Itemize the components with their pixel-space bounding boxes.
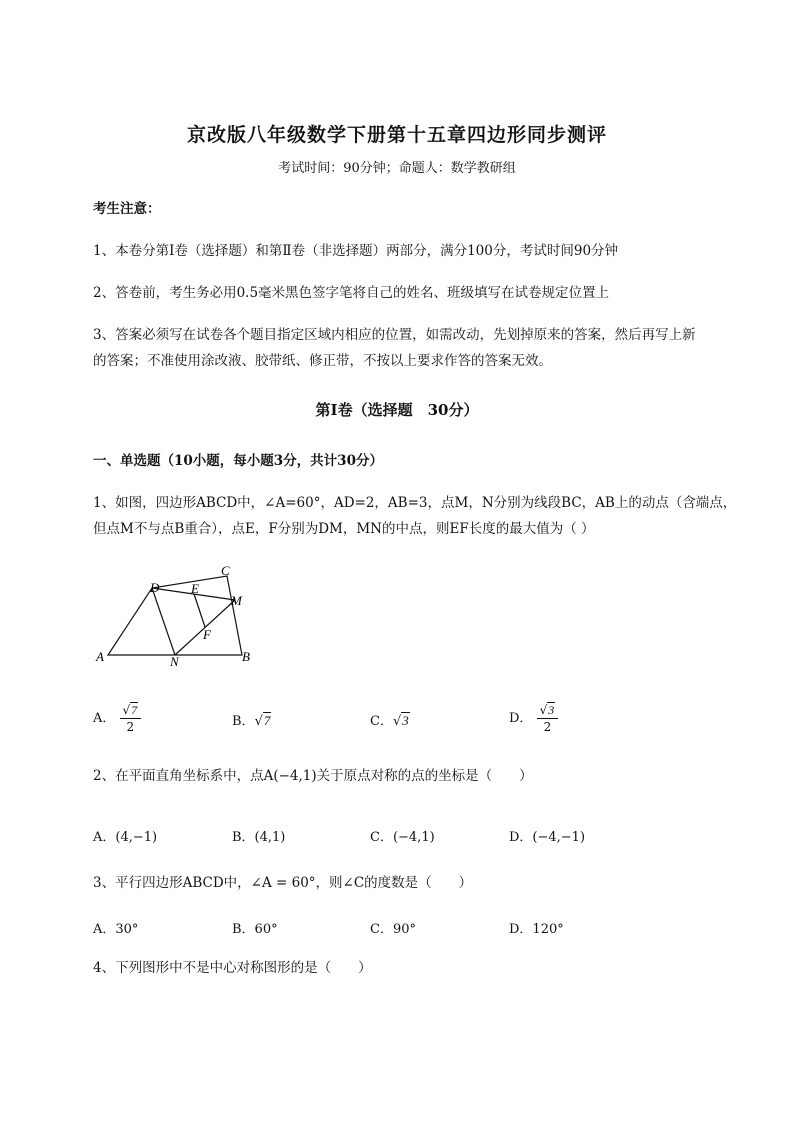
q1-option-d[interactable] — [509, 702, 558, 735]
part1-heading: 第Ⅰ卷（选择题 30分） — [315, 401, 479, 419]
quadrilateral-figure — [90, 560, 270, 672]
page-title: 京改版八年级数学下册第十五章四边形同步测评 — [186, 124, 607, 146]
denominator: 2 — [543, 720, 552, 734]
radicand: 3 — [402, 713, 409, 728]
question-3: 3、平行四边形ABCD中，∠A = 60°，则∠C的度数是（ ） — [93, 875, 473, 891]
section-heading: 一、单选题（10小题，每小题3分，共计30分） — [93, 453, 383, 469]
q2-option-b[interactable]: B．(4,1) — [232, 830, 286, 845]
question-4: 4、下列图形中不是中心对称图形的是（ ） — [93, 960, 372, 976]
label-D: D — [150, 580, 160, 595]
label-F: F — [203, 627, 211, 642]
notice-item-3: 3、答案必须写在试卷各个题目指定区域内相应的位置，如需改动，先划掉原来的答案，然后再写上新 — [93, 327, 696, 343]
fraction: $\frac{√3}{2}$ — [537, 702, 559, 735]
label-M: M — [231, 593, 242, 608]
q1-option-a[interactable] — [93, 702, 141, 735]
denominator: 2 — [126, 720, 135, 734]
notice-item-2: 2、答卷前，考生务必用0.5毫米黑色签字笔将自己的姓名、班级填写在试卷规定位置上 — [93, 285, 610, 301]
segment-DN — [152, 588, 175, 655]
q3-option-a[interactable]: A．30° — [93, 922, 139, 937]
label-A: A — [96, 649, 104, 664]
label-B: B — [242, 649, 250, 664]
question-1-line2: 但点M不与点B重合），点E，F分别为DM，MN的中点，则EF长度的最大值为（ ） — [93, 521, 595, 537]
exam-info: 考试时间：90分钟；命题人：数学教研组 — [278, 161, 516, 176]
radicand: 3 — [548, 703, 555, 717]
segment-EF — [194, 594, 205, 627]
q1-option-b[interactable]: B．√7 — [232, 713, 271, 729]
option-label: D． — [509, 711, 533, 726]
option-label: C． — [370, 714, 393, 729]
label-N: N — [170, 654, 179, 669]
label-E: E — [191, 581, 199, 596]
quad-ABCD — [108, 576, 242, 655]
q2-option-a[interactable]: A．(4,−1) — [93, 830, 158, 845]
q2-option-c[interactable]: C．(−4,1) — [370, 830, 435, 845]
notice-heading: 考生注意： — [93, 201, 161, 217]
q2-option-d[interactable]: D．(−4,−1) — [509, 830, 586, 845]
notice-item-3-cont: 的答案；不准使用涂改液、胶带纸、修正带，不按以上要求作答的答案无效。 — [93, 353, 552, 369]
option-label: B． — [232, 714, 255, 729]
q3-option-d[interactable]: D．120° — [509, 922, 564, 937]
notice-item-1: 1、本卷分第Ⅰ卷（选择题）和第Ⅱ卷（非选择题）两部分，满分100分，考试时间90分钟 — [93, 243, 619, 259]
question-1-line1: 1、如图，四边形ABCD中，∠A=60°，AD=2，AB=3，点M，N分别为线段BC，AB上的动点（含端点， — [93, 495, 737, 511]
q3-option-c[interactable]: C．90° — [370, 922, 416, 937]
radicand: 7 — [131, 703, 138, 717]
radicand: 7 — [263, 713, 271, 728]
option-label: A． — [93, 711, 116, 726]
q3-option-b[interactable]: B．60° — [232, 922, 278, 937]
question-2: 2、在平面直角坐标系中，点A(−4,1)关于原点对称的点的坐标是（ ） — [93, 768, 533, 784]
label-C: C — [221, 563, 230, 578]
q1-option-c[interactable]: C．√3 — [370, 713, 409, 729]
fraction: $\frac{√7}{2}$ — [120, 702, 142, 735]
